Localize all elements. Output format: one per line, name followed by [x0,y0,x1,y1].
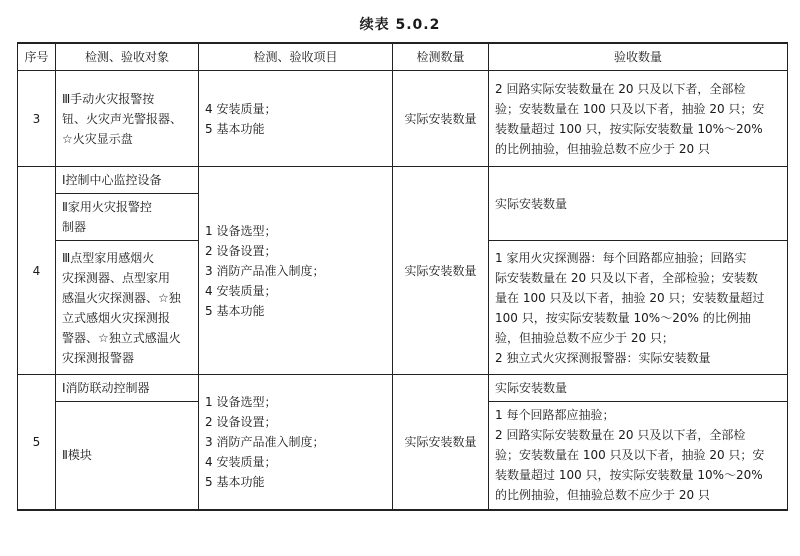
inspection-object [56,241,199,375]
acceptance-count [489,241,788,375]
text-line: 验；安装数量在 100 只及以下者，抽验 20 只；安 [495,448,765,463]
text-line: 1 每个回路都应抽验； [495,408,615,423]
text-line: 3 消防产品准入制度； [205,434,325,449]
table-row [18,71,788,167]
text-line: 1 设备选型； [205,223,277,238]
acceptance-table [17,42,788,511]
text-line: 验；安装数量在 100 只及以下者，抽验 20 只；安 [495,101,765,116]
header-object: 检测、验收对象 [56,43,199,71]
header-item: 检测、验收项目 [199,43,393,71]
text-line: 量在 100 只及以下者，抽验 20 只；安装数量超过 [495,290,765,305]
row-seq: 4 [18,167,56,375]
header-seq: 序号 [18,43,56,71]
text-line: Ⅱ家用火灾报警控 [62,200,152,214]
header-row [18,43,788,71]
text-line: 装数量超过 100 只，按实际安装数量 10%～20% [495,468,763,483]
acceptance-count: 实际安装数量 [489,375,788,402]
text-line: 2 回路实际安装数量在 20 只及以下者，全部检 [495,428,746,443]
text-line: 感温火灾探测器、☆独 [62,290,181,305]
inspection-items [199,167,393,375]
text-line: 1 设备选型； [205,394,277,409]
inspection-items [199,71,393,167]
text-line: 2 回路实际安装数量在 20 只及以下者，全部检 [495,81,746,96]
text-line: Ⅲ手动火灾报警按 [62,91,155,106]
acceptance-count [489,402,788,510]
inspection-count: 实际安装数量 [393,167,489,375]
text-line: 的比例抽验，但抽验总数不应少于 20 只 [495,141,710,156]
table-title: 续表 5.0.2 [359,17,441,33]
inspection-items [199,375,393,510]
inspection-object [56,71,199,167]
inspection-object: Ⅱ模块 [56,402,199,510]
text-line: 装数量超过 100 只，按实际安装数量 10%～20% [495,121,763,136]
text-line: 1 家用火灾探测器：每个回路都应抽验；回路实 [495,250,747,265]
text-line: 5 基本功能 [205,474,265,489]
text-line: 2 独立式火灾探测报警器：实际安装数量 [495,350,711,365]
text-line: 制器 [62,220,87,234]
header-acceptance: 验收数量 [489,43,788,71]
text-line: 际安装数量在 20 只及以下者，全部检验；安装数 [495,270,758,285]
table-row [18,375,788,402]
text-line: 4 安装质量； [205,454,277,469]
acceptance-count [489,71,788,167]
text-line: ☆火灾显示盘 [62,131,133,146]
inspection-count: 实际安装数量 [393,71,489,167]
text-line: 100 只，按实际安装数量 10%～20% 的比例抽 [495,310,751,325]
text-line: 5 基本功能 [205,121,265,136]
text-line: 警器、☆独立式感温火 [62,330,181,345]
row-seq: 3 [18,71,56,167]
text-line: 立式感烟火灾探测报 [62,310,171,325]
inspection-object: Ⅰ消防联动控制器 [56,375,199,402]
row-seq: 5 [18,375,56,510]
text-line: 的比例抽验，但抽验总数不应少于 20 只 [495,488,710,503]
text-line: Ⅲ点型家用感烟火 [62,250,155,265]
text-line: 灾探测报警器 [62,350,135,365]
text-line: 3 消防产品准入制度； [205,263,325,278]
text-line: 2 设备设置； [205,243,277,258]
inspection-object: Ⅰ控制中心监控设备 [56,167,199,194]
text-line: 4 安装质量； [205,283,277,298]
acceptance-count: 实际安装数量 [489,167,788,241]
inspection-object [56,194,199,241]
text-line: 4 安装质量； [205,101,277,116]
header-count: 检测数量 [393,43,489,71]
text-line: 5 基本功能 [205,303,265,318]
text-line: 2 设备设置； [205,414,277,429]
text-line: 验，但抽验总数不应少于 20 只； [495,330,674,345]
inspection-count: 实际安装数量 [393,375,489,510]
text-line: 钮、火灾声光警报器、 [62,111,183,126]
table-row [18,167,788,194]
text-line: 灾探测器、点型家用 [62,270,171,285]
